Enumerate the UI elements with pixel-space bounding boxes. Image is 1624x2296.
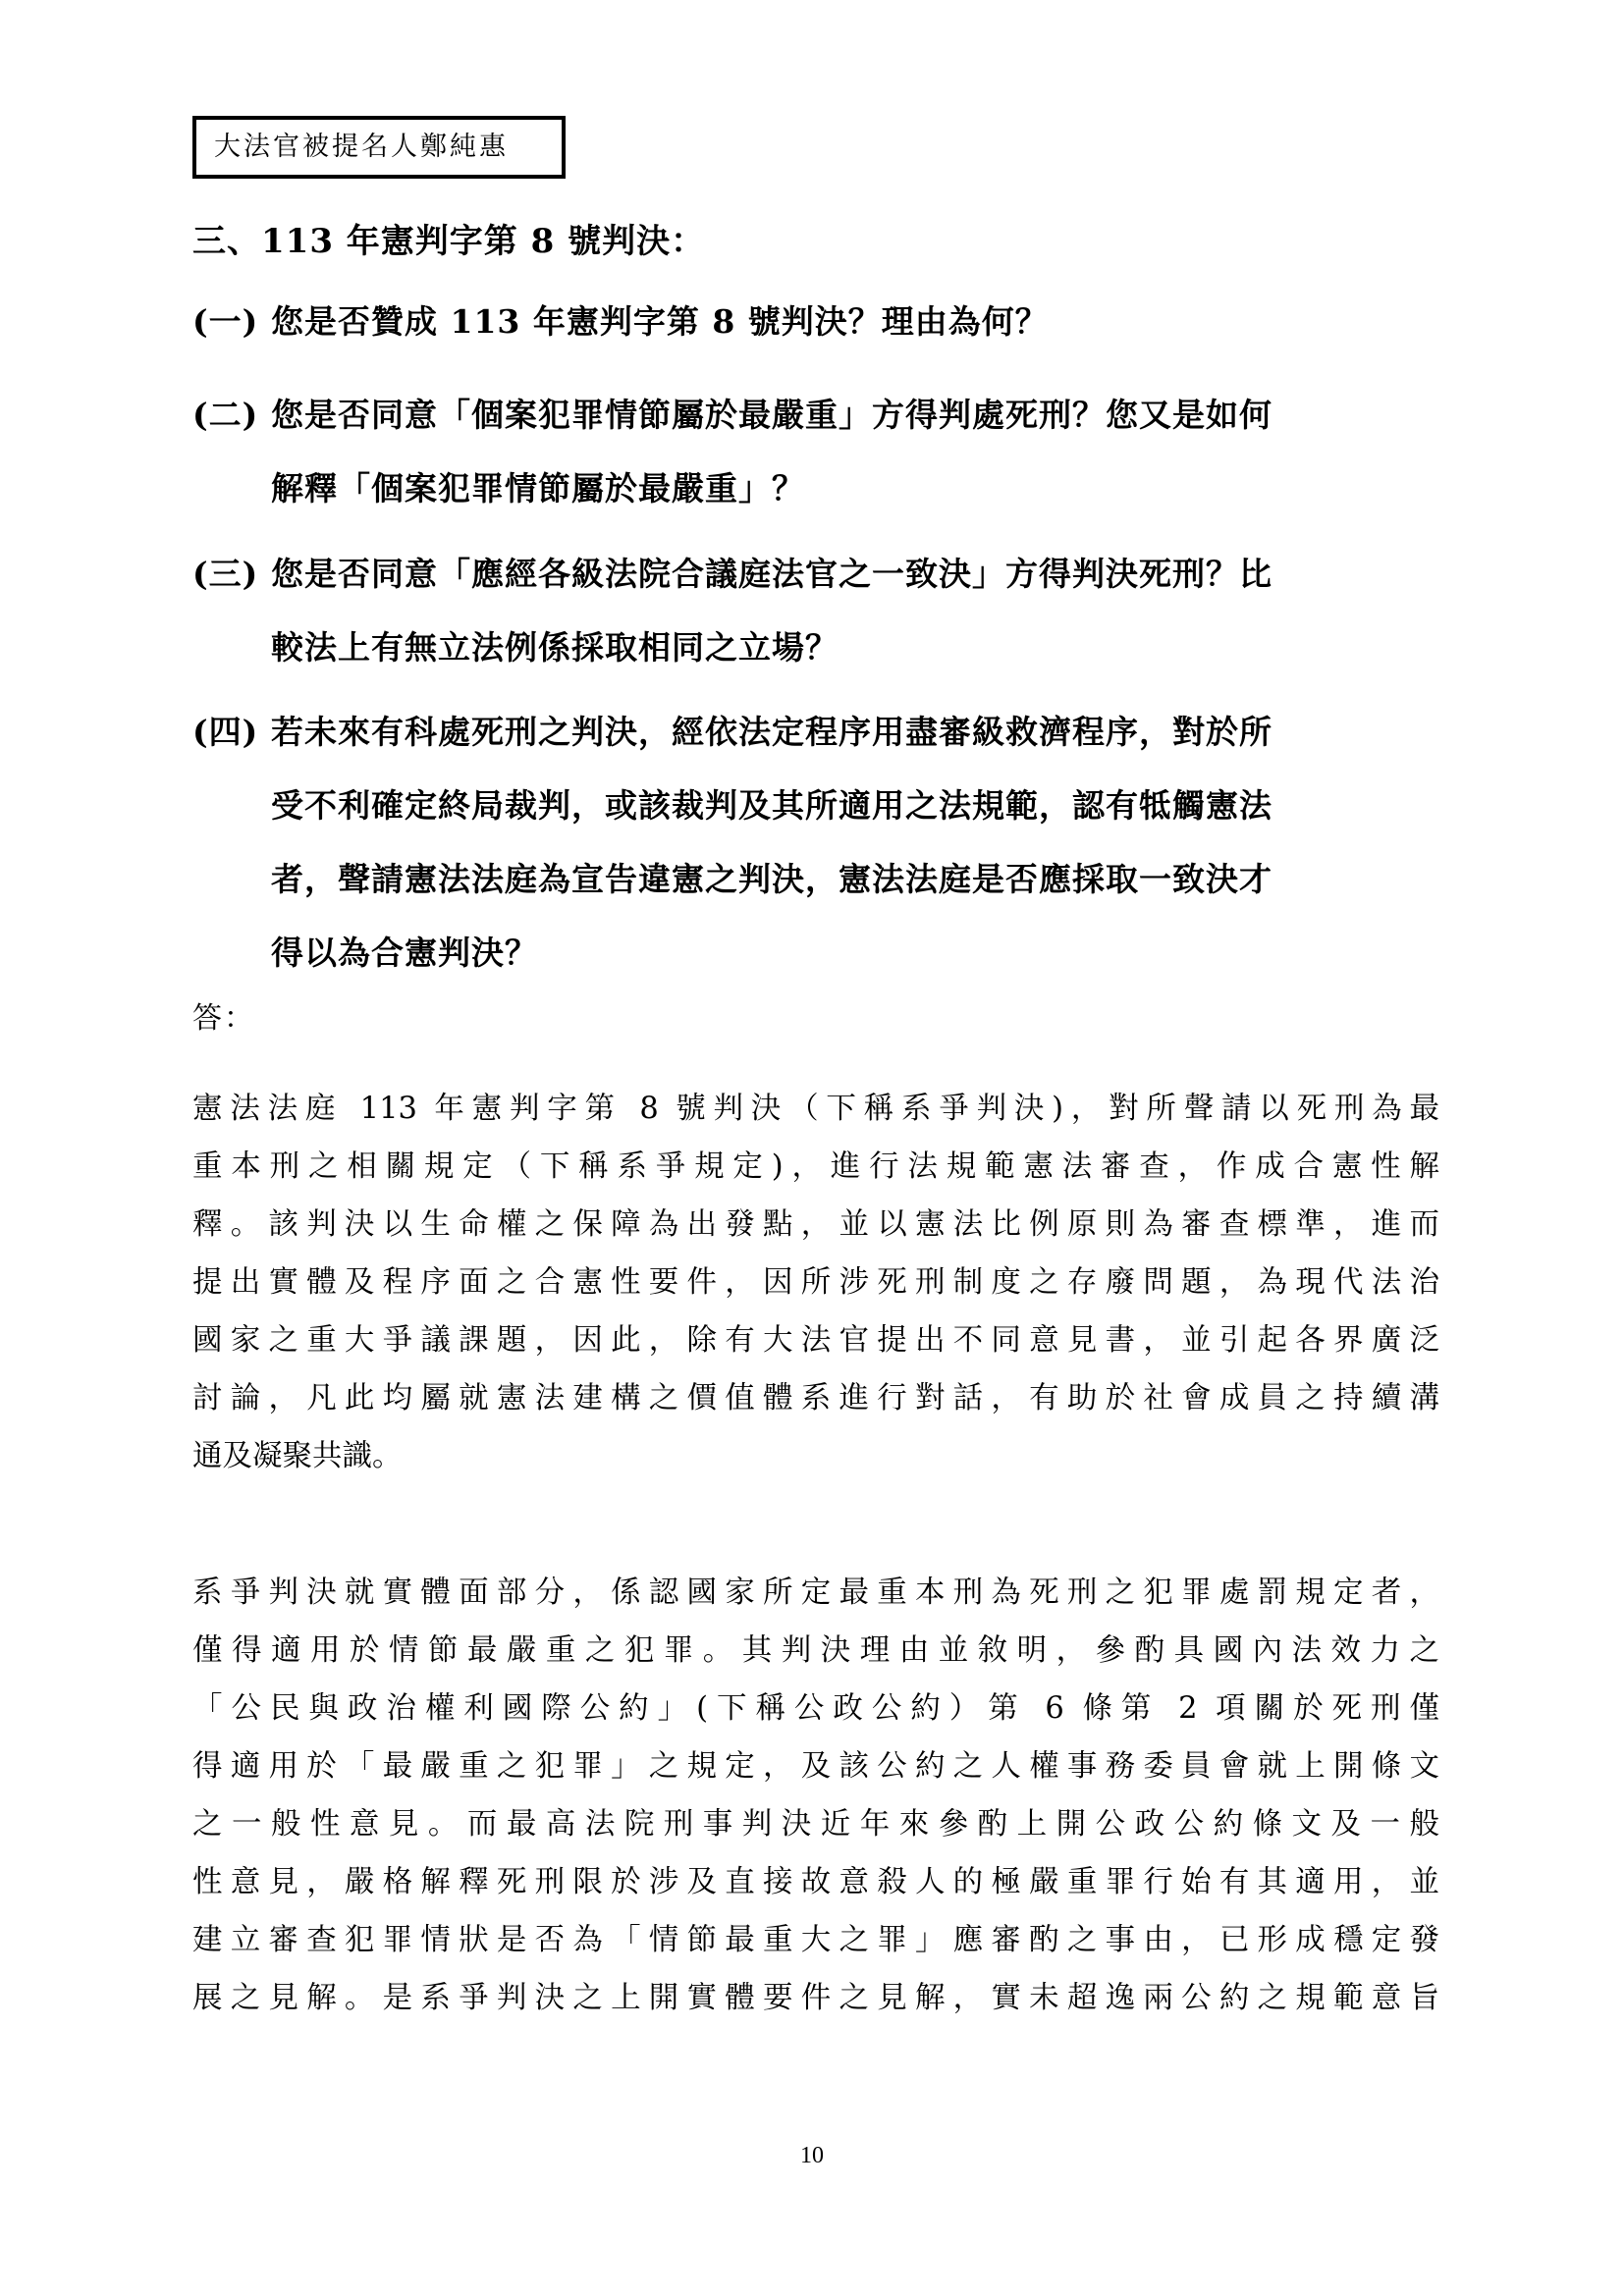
- nominee-label: 大法官被提名人鄭純惠: [214, 132, 509, 162]
- paragraph-line: 性意見，嚴格解釋死刑限於涉及直接故意殺人的極嚴重罪行始有其適用，並: [192, 1865, 1439, 1899]
- paragraph-line: 之一般性意見。而最高法院刑事判決近年來參酌上開公政公約條文及一般: [192, 1807, 1439, 1842]
- question-line: 者，聲請憲法法庭為宣告違憲之判決，憲法法庭是否應採取一致決才: [271, 860, 1272, 898]
- question-line: 得以為合憲判決？: [271, 934, 538, 972]
- answer-label: 答：: [192, 1001, 255, 1036]
- paragraph-line: 提出實體及程序面之合憲性要件，因所涉死刑制度之存廢問題，為現代法治: [192, 1265, 1439, 1300]
- paragraph-line: 建立審查犯罪情狀是否為「情節最重大之罪」應審酌之事由，已形成穩定發: [192, 1923, 1439, 1957]
- question-line: 解釋「個案犯罪情節屬於最嚴重」？: [271, 469, 805, 507]
- paragraph-line: 憲法法庭 113 年憲判字第 8 號判決（下稱系爭判決)，對所聲請以死刑為最: [192, 1092, 1439, 1126]
- section-title: 三、113 年憲判字第 8 號判決：: [192, 222, 706, 261]
- paragraph-line: 釋。該判決以生命權之保障為出發點，並以憲法比例原則為審查標準，進而: [192, 1207, 1439, 1242]
- paragraph-line: 通及凝聚共識。: [192, 1439, 403, 1473]
- question-2: [192, 378, 1272, 525]
- question-number: (四): [192, 713, 259, 751]
- paragraph-line: 討論，凡此均屬就憲法建構之價值體系進行對話，有助於社會成員之持續溝: [192, 1381, 1439, 1415]
- question-3: [192, 537, 1272, 684]
- paragraph-line: 重本刑之相關規定（下稱系爭規定)，進行法規範憲法審查，作成合憲性解: [192, 1149, 1439, 1184]
- paragraph-line: 國家之重大爭議課題，因此，除有大法官提出不同意見書，並引起各界廣泛: [192, 1323, 1439, 1358]
- paragraph-line: 得適用於「最嚴重之犯罪」之規定，及該公約之人權事務委員會就上開條文: [192, 1749, 1439, 1784]
- paragraph-line: 僅得適用於情節最嚴重之犯罪。其判決理由並敘明，參酌具國內法效力之: [192, 1633, 1439, 1668]
- paragraph-line: 系爭判決就實體面部分，係認國家所定最重本刑為死刑之犯罪處罰規定者，: [192, 1575, 1439, 1610]
- paragraph-line: 展之見解。是系爭判決之上開實體要件之見解，實未超逸兩公約之規範意旨: [192, 1981, 1439, 2015]
- question-number: (三): [192, 555, 259, 593]
- paragraph-line: 「公民與政治權利國際公約」(下稱公政公約）第 6 條第 2 項關於死刑僅: [192, 1691, 1439, 1726]
- question-4: [192, 695, 1272, 989]
- question-line: 您是否贊成 113 年憲判字第 8 號判決？理由為何？: [271, 302, 1049, 341]
- question-line: 若未來有科處死刑之判決，經依法定程序用盡審級救濟程序，對於所: [271, 713, 1272, 751]
- answer-paragraph-1: [192, 1080, 1439, 1485]
- question-1: [192, 285, 1049, 358]
- answer-paragraph-2: [192, 1564, 1439, 2027]
- question-number: (一): [192, 302, 259, 341]
- question-line: 較法上有無立法例係採取相同之立場？: [271, 628, 839, 667]
- question-line: 您是否同意「應經各級法院合議庭法官之一致決」方得判決死刑？比: [271, 555, 1272, 593]
- question-line: 您是否同意「個案犯罪情節屬於最嚴重」方得判處死刑？您又是如何: [271, 396, 1272, 434]
- page-number: 10: [800, 2143, 824, 2168]
- nominee-header-box: [192, 116, 566, 179]
- question-number: (二): [192, 396, 259, 434]
- question-line: 受不利確定終局裁判，或該裁判及其所適用之法規範，認有牴觸憲法: [271, 786, 1272, 825]
